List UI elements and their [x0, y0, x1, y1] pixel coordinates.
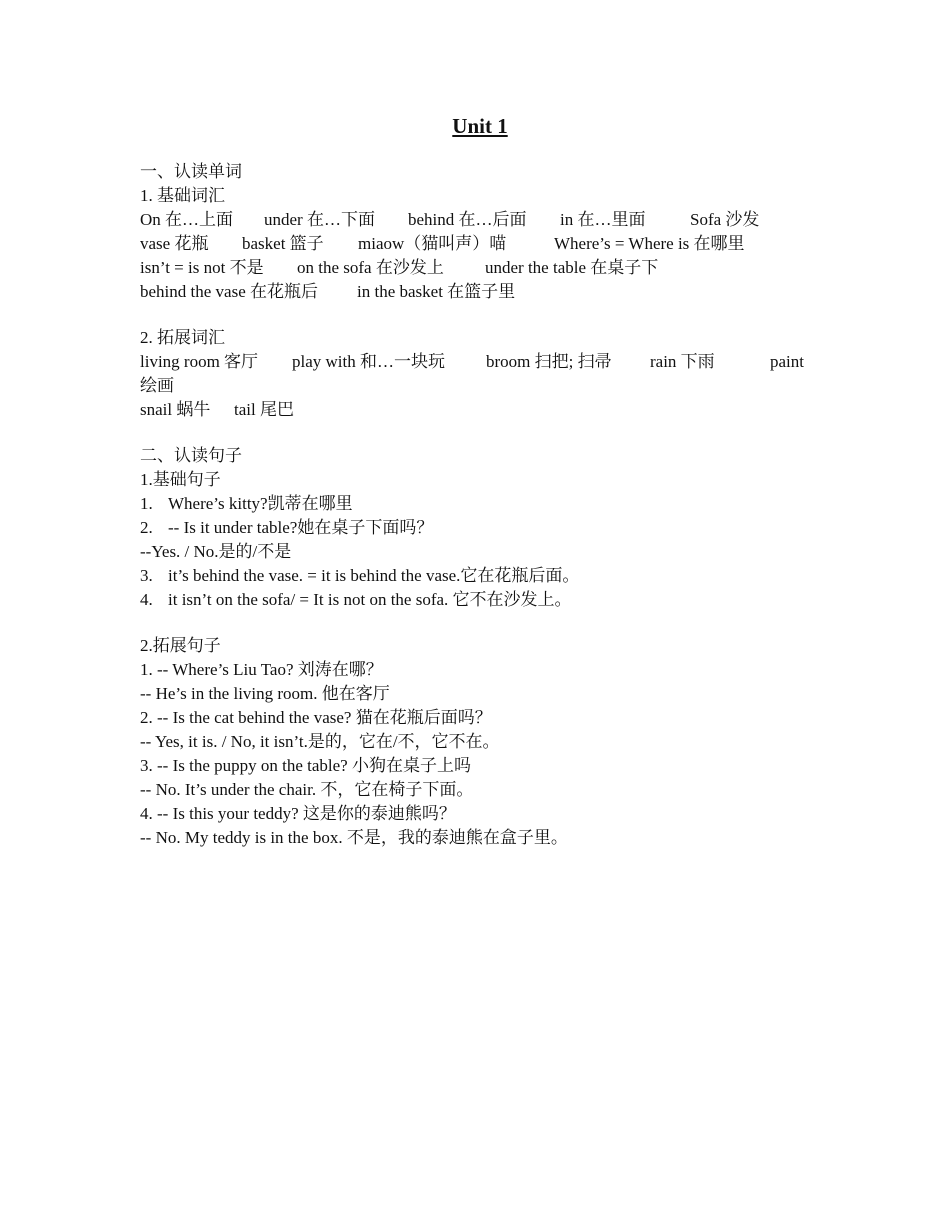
vocab-item: behind the vase 在花瓶后: [140, 282, 318, 301]
sentence-number: 1.: [140, 494, 153, 513]
sentence-number: 3.: [140, 566, 153, 585]
dialogue-line: 3. -- Is the puppy on the table? 小狗在桌子上吗: [140, 756, 471, 775]
sentence-line: [140, 492, 820, 516]
vocab-item: vase 花瓶: [140, 234, 209, 253]
dialogue-line: -- No. My teddy is in the box. 不是，我的泰迪熊在盒子里。: [140, 828, 568, 847]
vocab-item: on the sofa 在沙发上: [297, 258, 444, 277]
sentence-number: 4.: [140, 590, 153, 609]
dialogue-line: 4. -- Is this your teddy? 这是你的泰迪熊吗？: [140, 804, 456, 823]
vocab-item: play with 和…一块玩: [292, 352, 445, 371]
vocab-item-wrap: 绘画: [140, 376, 174, 395]
vocab-item: basket 篮子: [242, 234, 324, 253]
subheading-extended-vocab: 2. 拓展词汇: [140, 328, 225, 347]
vocab-row: [140, 232, 820, 256]
vocab-item: On 在…上面: [140, 210, 234, 229]
vocab-item: in 在…里面: [560, 210, 646, 229]
vocab-item: tail 尾巴: [234, 400, 294, 419]
section-heading-sentences: 二、认读句子: [140, 446, 242, 465]
subheading-extended-sentences: 2.拓展句子: [140, 636, 221, 655]
vocab-item: under 在…下面: [264, 210, 375, 229]
vocab-row: [140, 280, 820, 304]
vocab-item: isn’t = is not 不是: [140, 258, 264, 277]
subheading-basic-sentences: 1.基础句子: [140, 470, 221, 489]
sentence-line: [140, 588, 820, 612]
sentence-line: [140, 516, 820, 540]
sentence-text: it’s behind the vase. = it is behind the vase.它在花瓶后面。: [168, 566, 580, 585]
page-title: Unit 1: [452, 114, 508, 138]
document-page: [140, 112, 820, 850]
vocab-row: [140, 398, 820, 422]
vocab-row: [140, 256, 820, 280]
vocab-item: Where’s = Where is 在哪里: [554, 234, 745, 253]
dialogue-line: -- Yes, it is. / No, it isn’t.是的，它在/不，它不在。: [140, 732, 500, 751]
sentence-text: Where’s kitty?凯蒂在哪里: [168, 494, 353, 513]
sentence-text: -- Is it under table?她在桌子下面吗？: [168, 518, 434, 537]
subheading-basic-vocab: 1. 基础词汇: [140, 186, 225, 205]
vocab-row: [140, 350, 820, 374]
vocab-item: behind 在…后面: [408, 210, 527, 229]
section-heading-words: 一、认读单词: [140, 162, 242, 181]
vocab-item: under the table 在桌子下: [485, 258, 659, 277]
vocab-item: paint: [770, 352, 804, 371]
dialogue-line: 1. -- Where’s Liu Tao? 刘涛在哪？: [140, 660, 383, 679]
dialogue-line: -- No. It’s under the chair. 不，它在椅子下面。: [140, 780, 474, 799]
vocab-item: Sofa 沙发: [690, 210, 760, 229]
dialogue-line: -- He’s in the living room. 他在客厅: [140, 684, 390, 703]
sentence-line: --Yes. / No.是的/不是: [140, 542, 292, 561]
vocab-row: [140, 208, 820, 232]
vocab-item: rain 下雨: [650, 352, 715, 371]
vocab-item: living room 客厅: [140, 352, 259, 371]
dialogue-line: 2. -- Is the cat behind the vase? 猫在花瓶后面吗？: [140, 708, 492, 727]
vocab-item: in the basket 在篮子里: [357, 282, 516, 301]
vocab-item: snail 蜗牛: [140, 400, 211, 419]
vocab-item: miaow（猫叫声）喵: [358, 234, 507, 253]
sentence-text: it isn’t on the sofa/ = It is not on the sofa. 它不在沙发上。: [168, 590, 572, 609]
vocab-item: broom 扫把; 扫帚: [486, 352, 612, 371]
sentence-number: 2.: [140, 518, 153, 537]
sentence-line: [140, 564, 820, 588]
